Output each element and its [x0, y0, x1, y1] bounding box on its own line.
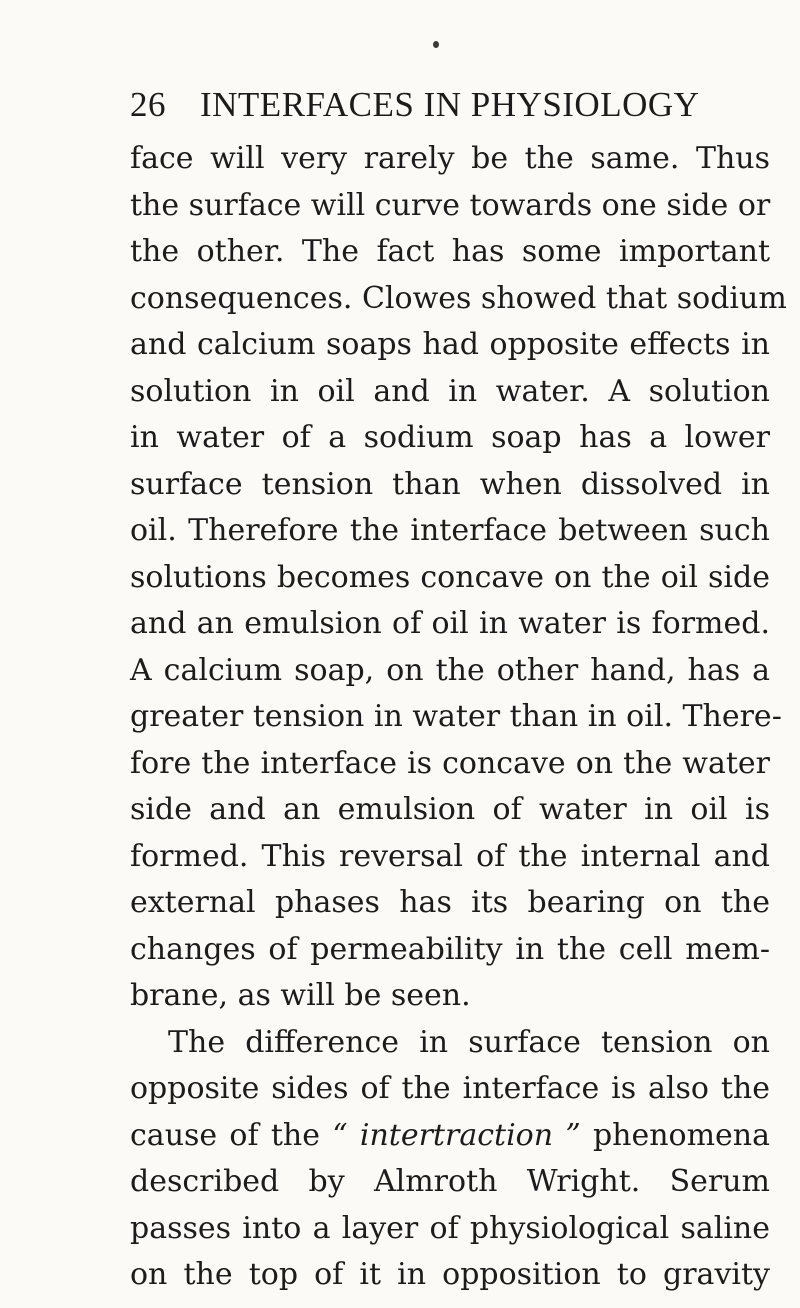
text-line: opposite sides of the interface is also the [130, 1071, 770, 1106]
text-line: surface tension than when dissolved in [130, 466, 770, 502]
text-line: the surface will curve towards one side or [130, 187, 771, 223]
text-line: external phases has its bearing on the [130, 885, 770, 920]
text-line: consequences. Clowes showed that sodium [130, 280, 787, 316]
text-line: and an emulsion of oil in water is formed. [130, 606, 770, 641]
text-line: solutions becomes concave on the oil side [130, 559, 770, 595]
text-line: formed. This reversal of the internal and [130, 838, 770, 874]
running-header [130, 80, 700, 130]
text-line: the other. The fact has some important [130, 234, 770, 269]
text-line: brane, as will be seen. [130, 978, 471, 1013]
text-line: The difference in surface tension on [168, 1024, 770, 1060]
text-line: solution in oil and in water. A solution [130, 373, 770, 409]
text-line: passes into a layer of physiological saline [130, 1210, 770, 1246]
body-text [130, 136, 787, 1299]
page-number: 26 [130, 85, 166, 124]
text-line: changes of permeability in the cell mem- [130, 931, 770, 967]
text-line: and calcium soaps had opposite effects in [130, 327, 770, 362]
text-line: greater tension in water than in oil. There- [130, 699, 782, 734]
paragraph-2 [130, 1020, 770, 1299]
text-fragment: cause of the [130, 1117, 333, 1153]
text-line: face will very rarely be the same. Thus [130, 141, 770, 176]
text-line: described by Almroth Wright. Serum [130, 1164, 770, 1199]
text-line: in water of a sodium soap has a lower [130, 420, 770, 455]
text-line [130, 1113, 770, 1160]
text-line: oil. Therefore the interface between such [130, 513, 770, 548]
italic-term: “ intertraction ” [332, 1117, 581, 1153]
text-fragment: phenomena [580, 1117, 771, 1153]
text-line: side and an emulsion of water in oil is [130, 792, 770, 827]
text-line: fore the interface is concave on the water [130, 745, 770, 781]
text-line: A calcium soap, on the other hand, has a [130, 652, 770, 688]
running-title: INTERFACES IN PHYSIOLOGY [200, 85, 700, 124]
paragraph-1 [130, 136, 787, 1020]
text-line: on the top of it in opposition to gravity [130, 1257, 770, 1292]
printer-mark [433, 41, 439, 48]
